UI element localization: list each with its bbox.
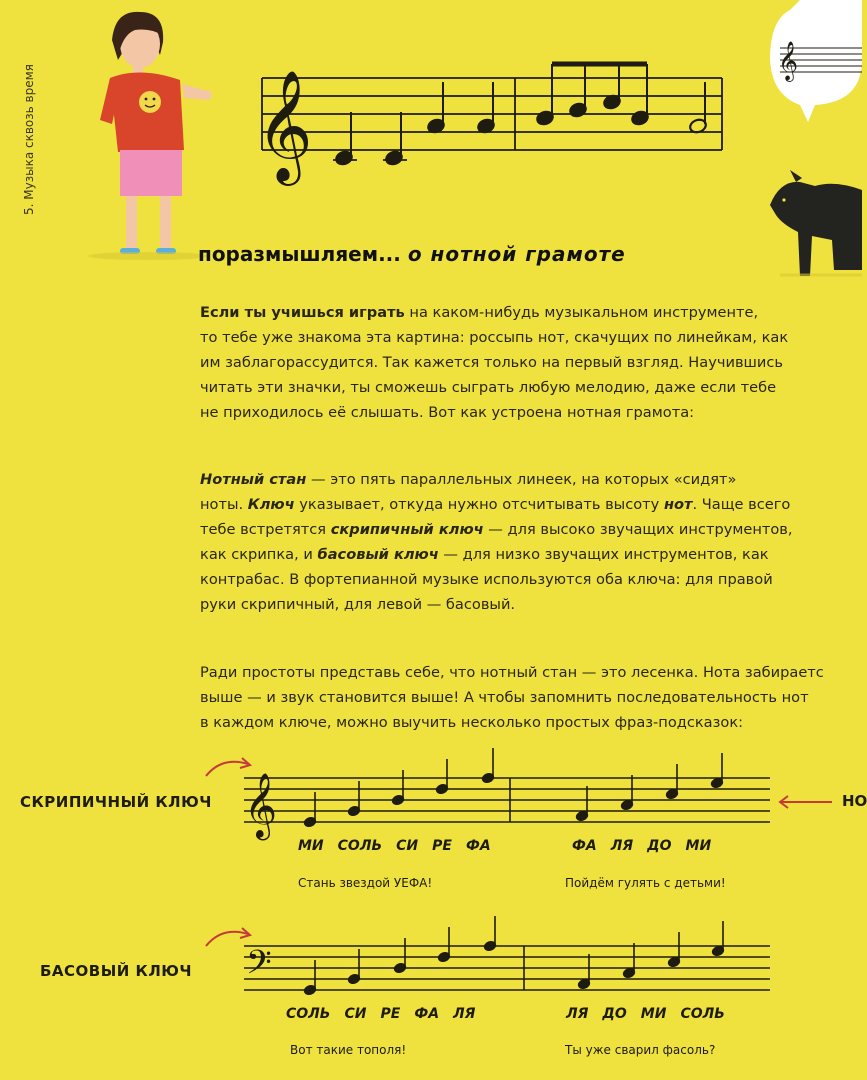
- note-name: ДО: [602, 1006, 627, 1022]
- note-name: СИ: [396, 838, 419, 854]
- staff-line2a: ноты.: [200, 496, 248, 513]
- intro-line4: читать эти значки, ты сможешь сыграть любую мелодию, даже если тебе: [200, 379, 777, 396]
- staff-line3a: тебе встретятся: [200, 521, 331, 538]
- note-name: СОЛЬ: [286, 1006, 331, 1022]
- treble-curved-arrow: [206, 762, 248, 776]
- term-staff: Нотный стан: [200, 471, 307, 488]
- treble-clef-icon-2: 𝄞: [244, 773, 278, 838]
- bass-clef-label: БАСОВЫЙ КЛЮЧ: [40, 962, 193, 980]
- treble-notes: [303, 748, 723, 828]
- chapter-label: 5. Музыка сквозь время: [22, 64, 36, 215]
- staff-line5: контрабас. В фортепианной музыке используются оба ключа: для правой: [200, 571, 773, 588]
- intro-line2: то тебе уже знакома эта картина: россыпь нот, скачущих по линейкам, как: [200, 329, 789, 346]
- pointer-label: НО: [842, 792, 867, 810]
- treble-mnemonic-lines: Стань звездой УЕФА!: [298, 876, 433, 890]
- intro-line5: не приходилось её слышать. Вот как устроена нотная грамота:: [200, 404, 695, 421]
- intro-lead: Если ты учишься играть: [200, 304, 405, 321]
- treble-line-notes: [298, 838, 505, 854]
- note-name: ЛЯ: [453, 1006, 476, 1022]
- heading-prefix: поразмышляем...: [198, 242, 401, 266]
- staff-line2b: указывает, откуда нужно отсчитывать высоту: [294, 496, 664, 513]
- treble-clef-icon: 𝄞: [256, 69, 313, 181]
- staff-line6: руки скрипичный, для левой — басовый.: [200, 596, 516, 613]
- note-name: МИ: [640, 1006, 667, 1022]
- treble-mnemonic-spaces: Пойдём гулять с детьми!: [565, 876, 726, 890]
- term-treble: скрипичный ключ: [330, 521, 484, 538]
- treble-space-notes: [572, 838, 725, 854]
- note-name: МИ: [685, 838, 712, 854]
- bass-notes: [303, 916, 724, 996]
- sheep-illustration: [770, 170, 862, 276]
- term-notes: нот: [663, 496, 693, 513]
- staff-line4b: — для низко звучащих инструментов, как: [438, 546, 769, 563]
- top-staff-notes: [334, 64, 707, 166]
- intro-line1: на каком-нибудь музыкальном инструменте,: [404, 304, 759, 321]
- staff-line4a: как скрипка, и: [200, 546, 318, 563]
- ladder-line2: выше — и звук становится выше! А чтобы запомнить последовательность нот: [200, 689, 809, 706]
- staff-line3b: — для высоко звучащих инструментов,: [483, 521, 793, 538]
- treble-staff: [244, 778, 770, 822]
- heading-title: о нотной грамоте: [407, 242, 626, 266]
- staff-line1: — это пять параллельных линеек, на которых «сидят»: [306, 471, 737, 488]
- note-name: ФА: [572, 838, 597, 854]
- note-name: МИ: [298, 838, 324, 854]
- staff-line2c: . Чаще всего: [692, 496, 791, 513]
- paragraph-ladder: [200, 660, 862, 735]
- treble-clef-label: СКРИПИЧНЫЙ КЛЮЧ: [20, 793, 212, 811]
- bass-space-notes: [566, 1006, 739, 1022]
- ladder-line1: Ради простоты представь себе, что нотный стан — это лесенка. Нота забираетс: [200, 664, 824, 681]
- bass-mnemonic-lines: Вот такие тополя!: [290, 1043, 407, 1057]
- note-name: СОЛЬ: [680, 1006, 725, 1022]
- note-name: РЕ: [432, 838, 452, 854]
- bass-mnemonic-spaces: Ты уже сварил фасоль?: [565, 1043, 716, 1057]
- paragraph-staff: [200, 467, 850, 617]
- note-name: ЛЯ: [610, 838, 634, 854]
- svg-text:𝄞: 𝄞: [778, 41, 799, 81]
- note-name: СИ: [344, 1006, 367, 1022]
- bass-staff: [244, 946, 770, 990]
- ladder-line3: в каждом ключе, можно выучить несколько простых фраз-подсказок:: [200, 714, 744, 731]
- term-bass: басовый ключ: [317, 546, 439, 563]
- girl-illustration: [100, 12, 212, 254]
- intro-line3: им заблагорассудится. Так кажется только на первый взгляд. Научившись: [200, 354, 784, 371]
- paragraph-intro: [200, 300, 850, 425]
- note-name: ФА: [465, 838, 491, 854]
- bass-clef-icon: 𝄢: [246, 944, 272, 990]
- note-name: ЛЯ: [566, 1006, 589, 1022]
- bass-line-notes: [286, 1006, 489, 1022]
- note-name: РЕ: [380, 1006, 401, 1022]
- section-heading: [198, 242, 626, 266]
- speech-bubble: [770, 0, 862, 122]
- bass-curved-arrow: [206, 932, 248, 946]
- note-name: СОЛЬ: [337, 838, 383, 854]
- note-name: ДО: [647, 838, 672, 854]
- note-name: ФА: [414, 1006, 440, 1022]
- right-arrow: [780, 796, 832, 808]
- term-clef: Ключ: [247, 496, 295, 513]
